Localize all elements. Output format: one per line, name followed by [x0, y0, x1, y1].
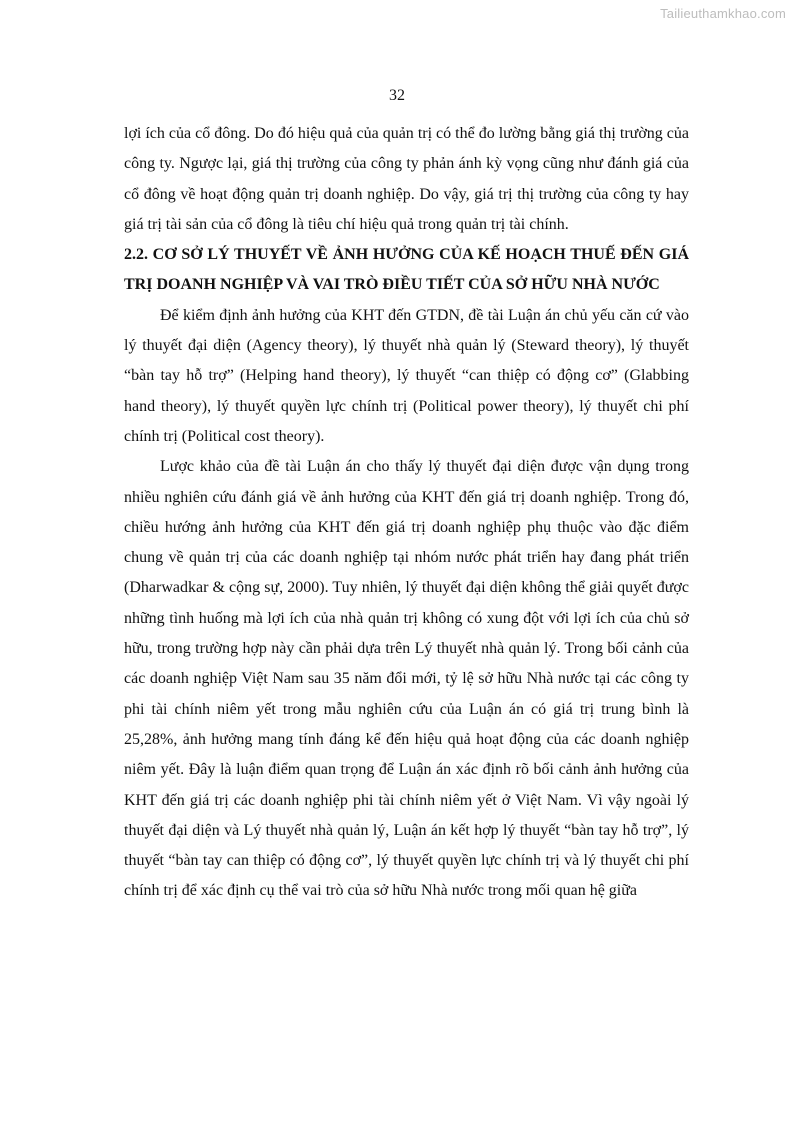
section-heading: 2.2. CƠ SỞ LÝ THUYẾT VỀ ẢNH HƯỞNG CỦA KẾ HOẠCH THUẾ ĐẾN GIÁ TRỊ DOANH NGHIỆP VÀ VAI TRÒ ĐIỀU TIẾT CỦA SỞ HỮU NHÀ NƯỚC — [124, 246, 689, 294]
document-body — [124, 119, 689, 907]
paragraph-literature-review: Lược khảo của đề tài Luận án cho thấy lý thuyết đại diện được vận dụng trong nhiều nghiên cứu đánh giá về ảnh hưởng của KHT đến giá trị doanh nghiệp. Trong đó, chiều hướng ảnh hưởng của KHT đến giá trị doanh nghiệp phụ thuộc vào đặc điểm chung về quản trị của các doanh nghiệp tại nhóm nước phát triển hay đang phát triển (Dharwadkar & cộng sự, 2000). Tuy nhiên, lý thuyết đại diện không thể giải quyết được những tình huống mà lợi ích của nhà quản trị không có xung đột với lợi ích của chủ sở hữu, trong trường hợp này cần phải dựa trên Lý thuyết nhà quản lý. Trong bối cảnh của các doanh nghiệp Việt Nam sau 35 năm đổi mới, tỷ lệ sở hữu Nhà nước tại các công ty phi tài chính niêm yết trong mẫu nghiên cứu của Luận án có giá trị trung bình là 25,28%, ảnh hưởng mang tính đáng kể đến hiệu quả hoạt động của các doanh nghiệp niêm yết. Đây là luận điểm quan trọng để Luận án xác định rõ bối cảnh ảnh hưởng của KHT đến giá trị các doanh nghiệp phi tài chính niêm yết ở Việt Nam. Vì vậy ngoài lý thuyết đại diện và Lý thuyết nhà quản lý, Luận án kết hợp lý thuyết “bàn tay hỗ trợ”, lý thuyết “bàn tay can thiệp có động cơ”, lý thuyết quyền lực chính trị và lý thuyết chi phí chính trị để xác định cụ thể vai trò của sở hữu Nhà nước trong mối quan hệ giữa — [124, 458, 689, 900]
paragraph-theories: Để kiểm định ảnh hưởng của KHT đến GTDN, đề tài Luận án chủ yếu căn cứ vào lý thuyết đại diện (Agency theory), lý thuyết nhà quản lý (Steward theory), lý thuyết “bàn tay hỗ trợ” (Helping hand theory), lý thuyết “can thiệp có động cơ” (Glabbing hand theory), lý thuyết quyền lực chính trị (Political power theory), lý thuyết chi phí chính trị (Political cost theory). — [124, 306, 689, 445]
page-number: 32 — [389, 87, 405, 104]
paragraph-continuation: lợi ích của cổ đông. Do đó hiệu quả của quản trị có thể đo lường bằng giá thị trường của công ty. Ngược lại, giá thị trường của công ty phản ánh kỳ vọng cũng như đánh giá của cổ đông về hoạt động quản trị doanh nghiệp. Do vậy, giá trị thị trường của công ty hay giá trị tài sản của cổ đông là tiêu chí hiệu quả trong quản trị tài chính. — [124, 125, 689, 233]
watermark: Tailieuthamkhao.com — [660, 6, 786, 21]
